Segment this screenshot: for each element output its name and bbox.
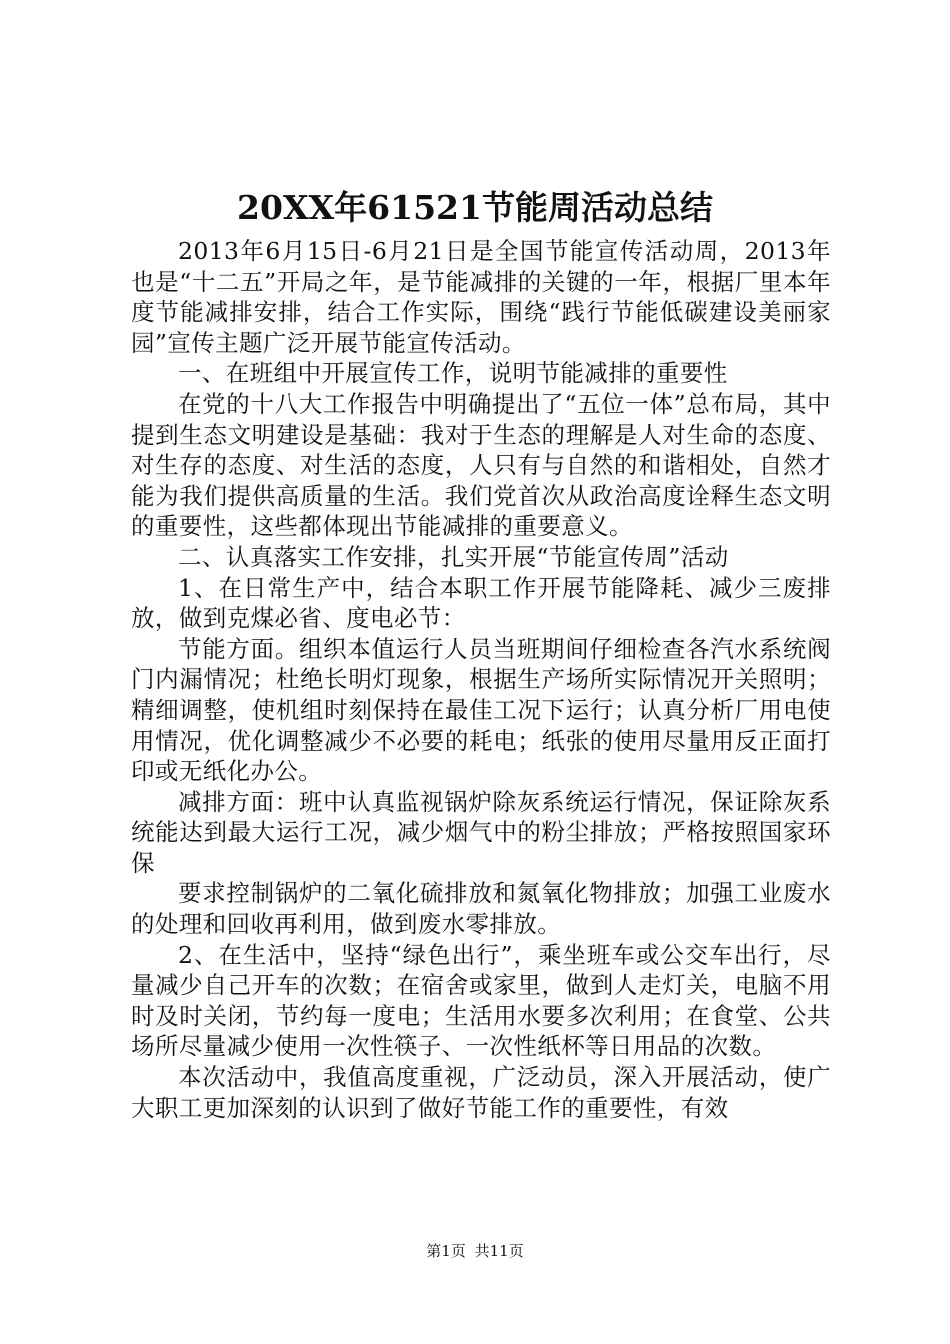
page-number: 第1页 bbox=[426, 1242, 466, 1260]
paragraph-conclusion: 本次活动中，我值高度重视，广泛动员，深入开展活动，使广大职工更加深刻的认识到了做好节能工作的重要性，有效 bbox=[131, 1063, 831, 1122]
page-total: 共11页 bbox=[474, 1242, 524, 1260]
paragraph-energy-saving: 节能方面。组织本值运行人员当班期间仔细检查各汽水系统阀门内漏情况；杜绝长明灯现象，根据生产场所实际情况开关照明；精细调整，使机组时刻保持在最佳工况下运行；认真分析厂用电使用情况，优化调整减少不必要的耗电；纸张的使用尽量用反正面打印或无纸化办公。 bbox=[131, 634, 831, 786]
section-heading-2: 二、认真落实工作安排，扎实开展“节能宣传周”活动 bbox=[178, 542, 729, 571]
paragraph-emission-reduction: 减排方面：班中认真监视锅炉除灰系统运行情况，保证除灰系统能达到最大运行工况，减少烟气中的粉尘排放；严格按照国家环保 bbox=[131, 787, 831, 877]
section-heading-1: 一、在班组中开展宣传工作，说明节能减排的重要性 bbox=[178, 359, 728, 388]
paragraph-ecology: 在党的十八大工作报告中明确提出了“五位一体”总布局，其中提到生态文明建设是基础：我对于生态的理解是人对生命的态度、对生存的态度、对生活的态度，人只有与自然的和谐相处，自然才能为我们提供高质量的生活。我们党首次从政治高度诠释生态文明的重要性，这些都体现出节能减排的重要意义。 bbox=[131, 389, 831, 541]
paragraph-daily-production: 1、在日常生产中，结合本职工作开展节能降耗、减少三废排放，做到克煤必省、度电必节： bbox=[131, 573, 831, 633]
paragraph-emission-requirements: 要求控制锅炉的二氧化硫排放和氮氧化物排放；加强工业废水的处理和回收再利用，做到废水零排放。 bbox=[131, 879, 831, 939]
document-title: 20XX年61521节能周活动总结 bbox=[237, 188, 713, 227]
paragraph-intro: 2013年6月15日-6月21日是全国节能宣传活动周，2013年也是“十二五”开局之年，是节能减排的关键的一年，根据厂里本年度节能减排安排，结合工作实际，围绕“践行节能低碳建设美丽家园”宣传主题广泛开展节能宣传活动。 bbox=[131, 237, 831, 357]
document-body bbox=[131, 236, 831, 1123]
paragraph-green-living: 2、在生活中，坚持“绿色出行”，乘坐班车或公交车出行，尽量减少自己开车的次数；在宿舍或家里，做到人走灯关，电脑不用时及时关闭，节约每一度电；生活用水要多次利用；在食堂、公共场所尽量减少使用一次性筷子、一次性纸杯等日用品的次数。 bbox=[131, 940, 831, 1061]
page-footer bbox=[0, 1241, 950, 1261]
